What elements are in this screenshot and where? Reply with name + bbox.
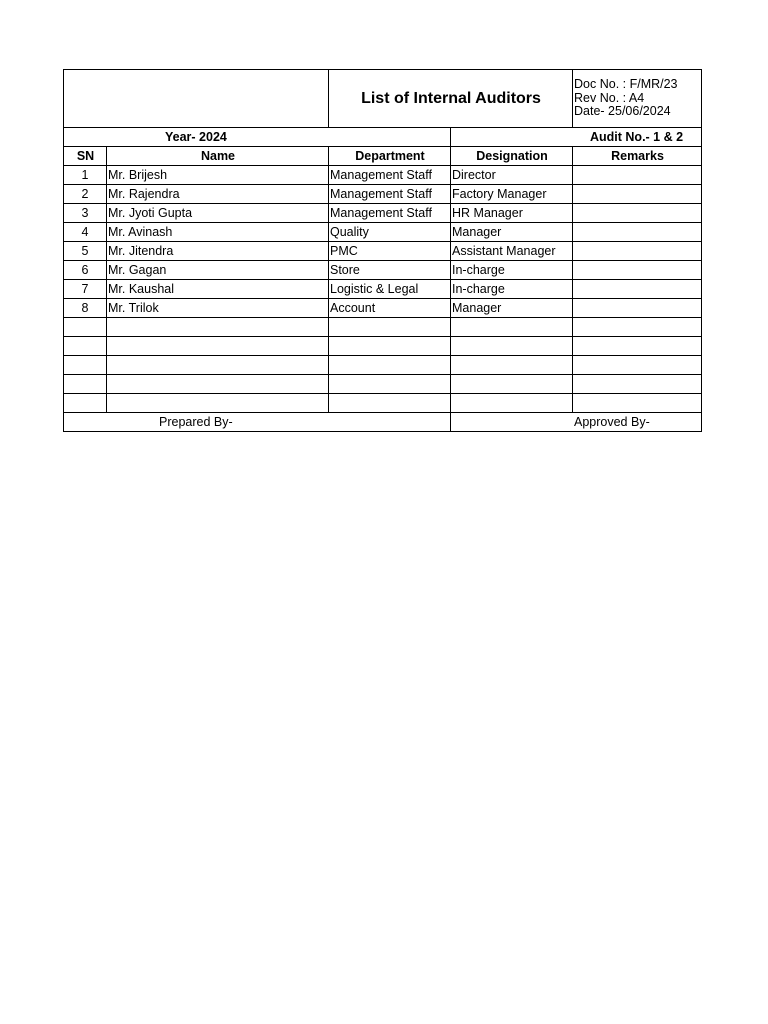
cell-name <box>107 375 329 394</box>
table-row-empty <box>64 375 702 394</box>
cell-name: Mr. Avinash <box>107 223 329 242</box>
cell-department: Logistic & Legal <box>329 280 451 299</box>
table-row <box>64 185 702 204</box>
table-row <box>64 299 702 318</box>
cell-department: Account <box>329 299 451 318</box>
cell-sn <box>64 318 107 337</box>
document-date: Date- 25/06/2024 <box>574 104 671 119</box>
cell-department: Management Staff <box>329 204 451 223</box>
table-row-empty <box>64 337 702 356</box>
cell-remarks <box>573 185 702 204</box>
auditor-table <box>63 69 702 432</box>
audit-number-label: Audit No.- 1 & 2 <box>451 128 702 147</box>
table-row <box>64 242 702 261</box>
cell-department: Store <box>329 261 451 280</box>
header-row <box>64 70 702 128</box>
cell-designation: Assistant Manager <box>451 242 573 261</box>
table-row <box>64 223 702 242</box>
cell-designation: Manager <box>451 223 573 242</box>
cell-remarks <box>573 375 702 394</box>
approved-by-label: Approved By- <box>451 413 702 432</box>
doc-number: Doc No. : F/MR/23 <box>574 77 678 92</box>
cell-designation: HR Manager <box>451 204 573 223</box>
cell-department <box>329 375 451 394</box>
column-header-name: Name <box>107 147 329 166</box>
cell-sn: 8 <box>64 299 107 318</box>
cell-remarks <box>573 166 702 185</box>
table-row <box>64 166 702 185</box>
cell-sn: 1 <box>64 166 107 185</box>
cell-designation: Director <box>451 166 573 185</box>
table-row <box>64 280 702 299</box>
table-row-empty <box>64 356 702 375</box>
cell-sn: 5 <box>64 242 107 261</box>
table-row-empty <box>64 318 702 337</box>
cell-remarks <box>573 280 702 299</box>
column-header-sn: SN <box>64 147 107 166</box>
cell-remarks <box>573 261 702 280</box>
cell-sn <box>64 356 107 375</box>
cell-department: Quality <box>329 223 451 242</box>
meta-row <box>64 128 702 147</box>
cell-department <box>329 394 451 413</box>
cell-name: Mr. Rajendra <box>107 185 329 204</box>
cell-sn: 4 <box>64 223 107 242</box>
cell-remarks <box>573 223 702 242</box>
table-row <box>64 204 702 223</box>
prepared-by-label: Prepared By- <box>64 413 451 432</box>
cell-remarks <box>573 337 702 356</box>
cell-name <box>107 318 329 337</box>
cell-sn <box>64 337 107 356</box>
document-info <box>573 70 702 128</box>
cell-remarks <box>573 318 702 337</box>
cell-designation <box>451 337 573 356</box>
cell-department <box>329 318 451 337</box>
cell-name: Mr. Jitendra <box>107 242 329 261</box>
cell-department <box>329 356 451 375</box>
column-header-department: Department <box>329 147 451 166</box>
page-title: List of Internal Auditors <box>329 70 573 128</box>
cell-department <box>329 337 451 356</box>
cell-sn <box>64 375 107 394</box>
cell-name: Mr. Brijesh <box>107 166 329 185</box>
column-header-designation: Designation <box>451 147 573 166</box>
cell-sn: 2 <box>64 185 107 204</box>
cell-name <box>107 337 329 356</box>
column-header-remarks: Remarks <box>573 147 702 166</box>
revision-number: Rev No. : A4 <box>574 90 645 105</box>
cell-designation <box>451 394 573 413</box>
cell-sn: 7 <box>64 280 107 299</box>
cell-sn: 3 <box>64 204 107 223</box>
cell-remarks <box>573 204 702 223</box>
cell-designation: In-charge <box>451 261 573 280</box>
logo-area <box>64 70 329 128</box>
column-header-row <box>64 147 702 166</box>
table-row-empty <box>64 394 702 413</box>
cell-name: Mr. Gagan <box>107 261 329 280</box>
cell-name: Mr. Jyoti Gupta <box>107 204 329 223</box>
cell-name: Mr. Kaushal <box>107 280 329 299</box>
cell-name <box>107 394 329 413</box>
cell-sn: 6 <box>64 261 107 280</box>
cell-sn <box>64 394 107 413</box>
cell-name <box>107 356 329 375</box>
auditor-list-sheet <box>63 69 701 432</box>
cell-remarks <box>573 356 702 375</box>
cell-department: Management Staff <box>329 185 451 204</box>
cell-department: Management Staff <box>329 166 451 185</box>
cell-designation: In-charge <box>451 280 573 299</box>
cell-name: Mr. Trilok <box>107 299 329 318</box>
cell-remarks <box>573 394 702 413</box>
year-label: Year- 2024 <box>64 128 451 147</box>
table-row <box>64 261 702 280</box>
signature-row <box>64 413 702 432</box>
cell-designation: Manager <box>451 299 573 318</box>
cell-designation: Factory Manager <box>451 185 573 204</box>
cell-department: PMC <box>329 242 451 261</box>
cell-remarks <box>573 299 702 318</box>
cell-designation <box>451 318 573 337</box>
cell-designation <box>451 356 573 375</box>
cell-designation <box>451 375 573 394</box>
cell-remarks <box>573 242 702 261</box>
